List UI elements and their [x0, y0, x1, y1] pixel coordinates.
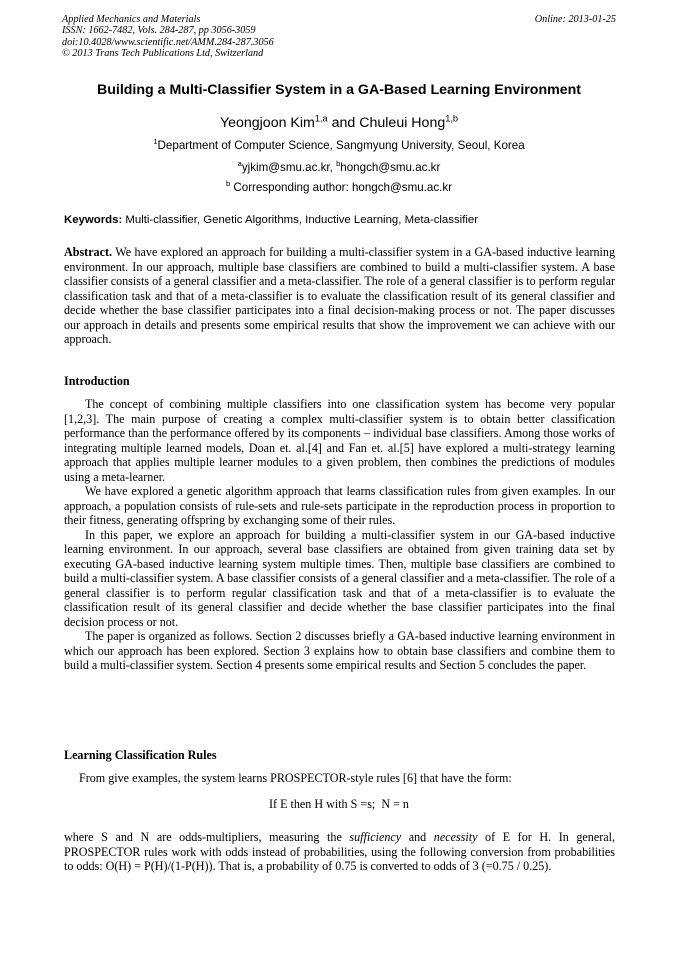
- author-2-sup: 1,b: [445, 113, 459, 124]
- copyright-line: © 2013 Trans Tech Publications Ltd, Switzerland: [62, 48, 264, 60]
- abstract-label: Abstract.: [64, 245, 113, 259]
- intro-paragraph-2: We have explored a genetic algorithm approach that learns classification rules from given examples. In our approach, a population consists of rule-sets and rule-sets participate in the reproduction process in proportion to their fitness, generating offspring by exchanging some of their rules.: [64, 484, 615, 527]
- affiliation-num: 1: [153, 137, 158, 147]
- learning-paragraph-1: From give examples, the system learns PROSPECTOR-style rules [6] that have the form:: [79, 771, 512, 785]
- author-conj: and: [327, 115, 360, 131]
- email-b-sup: b: [336, 159, 341, 169]
- doi-line: doi:10.4028/www.scientific.net/AMM.284-287.3056: [62, 36, 274, 48]
- introduction-body: [64, 397, 615, 673]
- learning-p2-a: where S and N are odds-multipliers, measuring the: [64, 830, 350, 844]
- corresponding-text: Corresponding author: hongch@smu.ac.kr: [230, 181, 453, 194]
- author-2-name: Chuleui Hong: [359, 115, 446, 131]
- affiliation-text: Department of Computer Science, Sangmyung University, Seoul, Korea: [157, 139, 525, 152]
- abstract-text: We have explored an approach for building a multi-classifier system in a GA-based inductive learning environment. In our approach, multiple base classifiers are combined to build a multi-classifier system. A base classifier consists of a general classifier and a meta-classifier. The role of a general classifier is to perform regular classification task and that of a meta-classifier is to evaluate the classification result of its general classifier and decide whether the base classifier participates into a final decision-making process or not. The paper discusses our approach in details and presents some empirical results that show the improvement we can achieve with our approach.: [64, 245, 619, 346]
- email-a-sup: a: [237, 159, 242, 169]
- section-heading-introduction: Introduction: [64, 374, 130, 388]
- section-heading-learning: Learning Classification Rules: [64, 748, 217, 762]
- paper-title: Building a Multi-Classifier System in a GA-Based Learning Environment: [96, 82, 582, 98]
- issn-line: ISSN: 1662-7482, Vols. 284-287, pp 3056-3059: [62, 25, 256, 37]
- intro-paragraph-4: The paper is organized as follows. Section 2 discusses briefly a GA-based inductive learning environment in which our approach has been explored. Section 3 explains how to obtain base classifiers and combine them to build a multi-classifier system. Section 4 presents some empirical results and Section 5 concludes the paper.: [64, 629, 615, 672]
- term-sufficiency: sufficiency: [349, 830, 402, 844]
- journal-name: Applied Mechanics and Materials: [62, 14, 201, 25]
- learning-p2-c: of E for H. In general, PROSPECTOR rules work with odds instead of probabilities, using the following conversion from probabilities to odds: O(H) = P(H)/(1-P(H)). That is, a probability of 0.75 is converted to odds of 3 (=0.75 / 0.25).: [64, 830, 619, 873]
- email-line: [40, 161, 638, 174]
- affiliation: [40, 139, 638, 152]
- intro-paragraph-1: The concept of combining multiple classifiers into one classification system has become very popular [1,2,3]. The main purpose of creating a complex multi-classifier system is to obtain better classification performance than the performance offered by its components – individual base classifiers. Among those works of integrating multiple learned models, Doan et. al.[4] and Fan et. al.[5] have explored a multi-strategy learning approach that applies multiple learner modules to a given problem, then combines the predictions of modules using a meta-learner.: [64, 397, 615, 484]
- email-b: hongch@smu.ac.kr: [340, 161, 441, 174]
- author-1-sup: 1,a: [314, 113, 328, 124]
- learning-p2-b: and: [401, 830, 434, 844]
- corresponding-author: [40, 181, 638, 194]
- learning-paragraph-2: [64, 830, 619, 874]
- keywords-text: Multi-classifier, Genetic Algorithms, Inductive Learning, Meta-classifier: [122, 214, 479, 226]
- online-date: Online: 2013-01-25: [534, 14, 616, 25]
- learning-body-1: [64, 771, 615, 786]
- email-a: yjkim@smu.ac.kr,: [241, 161, 337, 174]
- author-1-name: Yeongjoon Kim: [219, 115, 315, 131]
- intro-paragraph-3: In this paper, we explore an approach for building a multi-classifier system in our GA-based inductive learning environment. In our approach, several base classifiers are obtained from given training data set by executing GA-based inductive learning system multiple times. Then, multiple base classifiers are combined to build a multi-classifier system. A base classifier consists of a general classifier and a meta-classifier. The role of a general classifier is to perform regular classification task and that of a meta-classifier is to evaluate the classification result of its general classifier and decide whether the base classifier participates into the final decision process or not.: [64, 527, 615, 629]
- rule-formula: If E then H with S =s; N = n: [269, 797, 409, 811]
- learning-body-2: [64, 830, 619, 874]
- keywords: [64, 214, 616, 226]
- keywords-label: Keywords:: [64, 214, 123, 226]
- corresponding-sup: b: [225, 179, 231, 189]
- term-necessity: necessity: [433, 830, 478, 844]
- journal-header: [62, 14, 616, 60]
- abstract: [64, 245, 619, 347]
- author-list: [40, 115, 638, 131]
